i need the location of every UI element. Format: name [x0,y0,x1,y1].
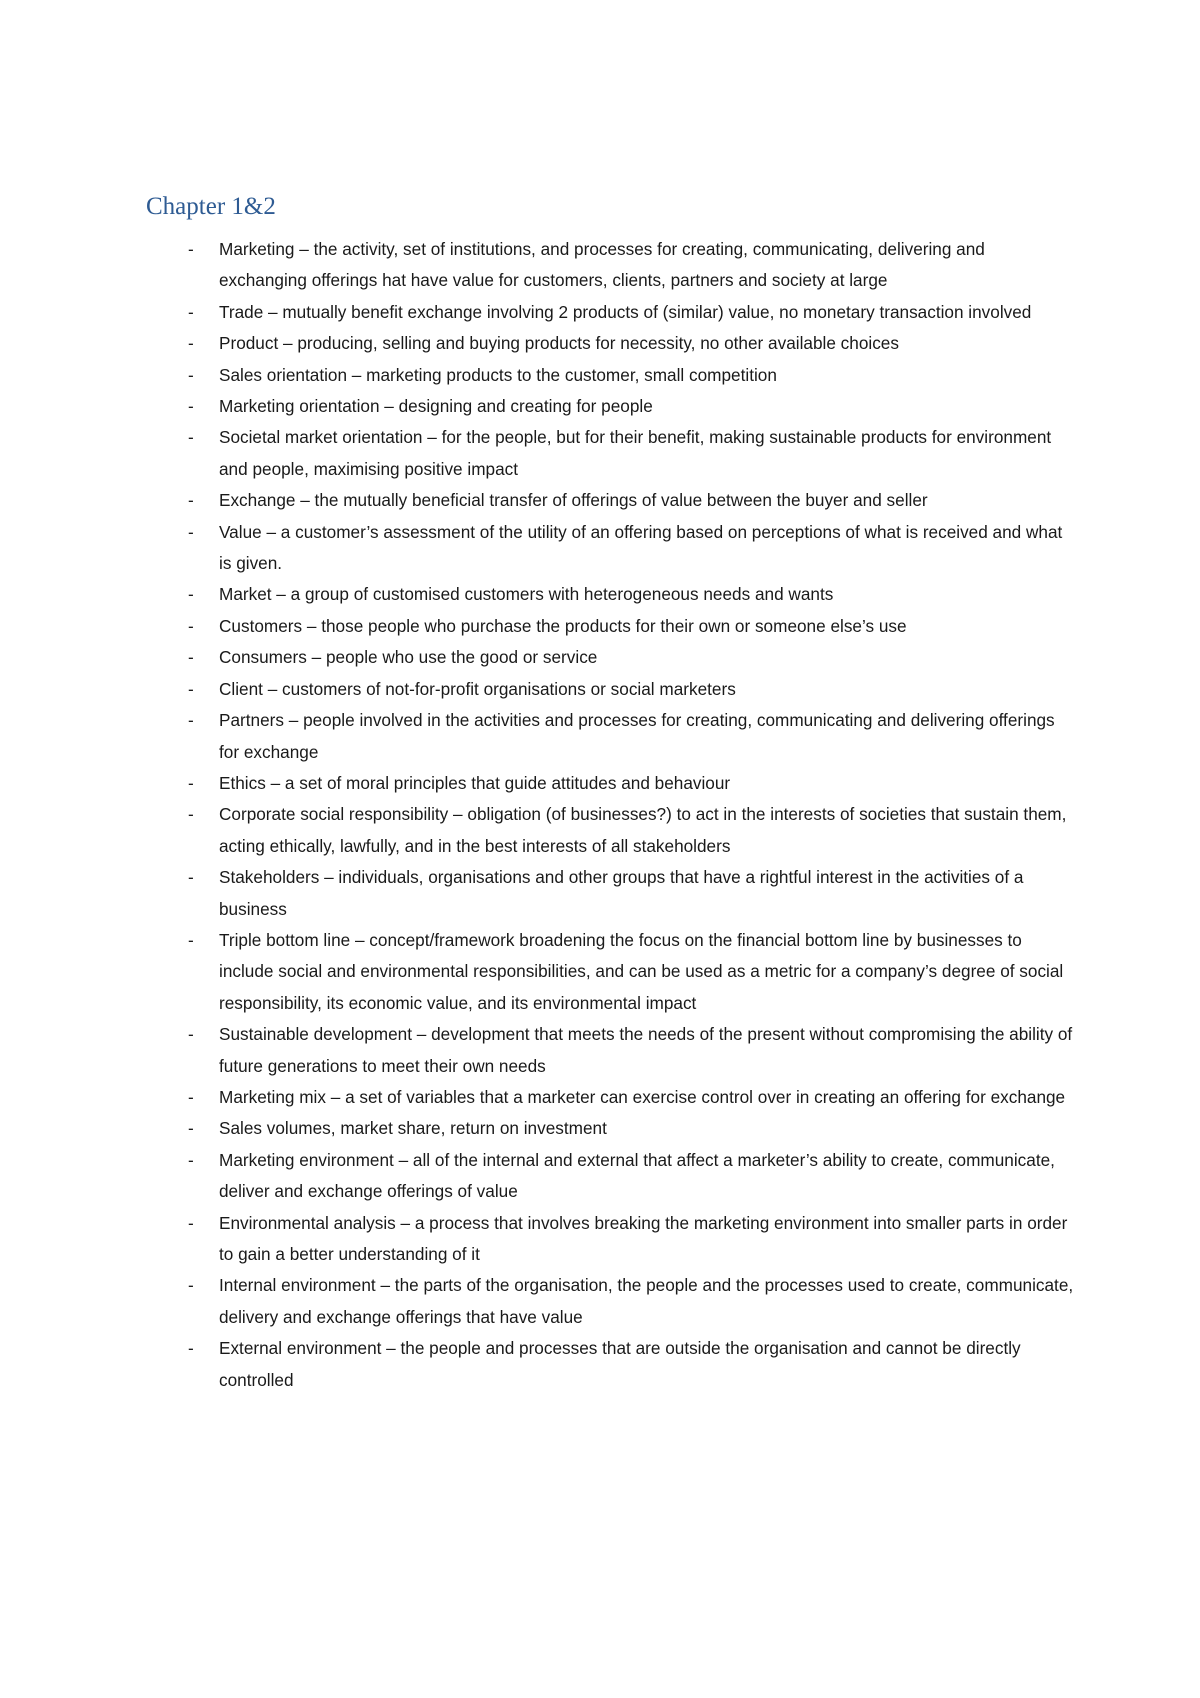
bullet-dash: - [188,333,194,354]
list-item [146,925,1076,1019]
list-item-text: Stakeholders – individuals, organisations and other groups that have a rightful interest in the activities of a business [219,867,1024,919]
list-item [146,1113,1076,1144]
list-item-text: Consumers – people who use the good or service [219,647,598,668]
list-item-text: Sales volumes, market share, return on investment [219,1118,607,1139]
list-item-text: Ethics – a set of moral principles that guide attitudes and behaviour [219,772,731,793]
bullet-dash: - [188,396,194,417]
list-item [146,642,1076,673]
list-item-text: Trade – mutually benefit exchange involving 2 products of (similar) value, no monetary transaction involved [219,301,1032,322]
list-item-text: Marketing mix – a set of variables that a marketer can exercise control over in creating an offering for exchange [219,1086,1066,1107]
list-item [146,297,1076,328]
list-item [146,1333,1076,1396]
list-item [146,422,1076,485]
page-title: Chapter 1&2 [146,193,276,220]
bullet-dash: - [188,1086,194,1107]
bullet-dash: - [188,364,194,385]
bullet-dash: - [188,678,194,699]
list-item [146,579,1076,610]
bullet-dash: - [188,301,194,322]
list-item-text: Internal environment – the parts of the organisation, the people and the processes used to create, communicate, delivery and exchange offerings that have value [219,1275,1074,1327]
bullet-dash: - [188,490,194,511]
list-item-text: Corporate social responsibility – obligation (of businesses?) to act in the interests of societies that sustain them, acting ethically, lawfully, and in the best interests of all stakeholders [219,804,1067,856]
bullet-dash: - [188,710,194,731]
bullet-dash: - [188,772,194,793]
bullet-dash: - [188,1149,194,1170]
list-item [146,705,1076,768]
bullet-dash: - [188,1024,194,1045]
bullet-dash: - [188,427,194,448]
bullet-dash: - [188,615,194,636]
bullet-dash: - [188,1275,194,1296]
list-item-text: Partners – people involved in the activities and processes for creating, communicating and delivering offerings for exchange [219,710,1055,762]
list-item-text: Value – a customer’s assessment of the utility of an offering based on perceptions of what is received and what is given. [219,521,1063,574]
list-item [146,391,1076,422]
list-item [146,1082,1076,1113]
list-item [146,1019,1076,1082]
list-item-text: Customers – those people who purchase the products for their own or someone else’s use [219,615,907,636]
bullet-dash: - [188,647,194,668]
list-item [146,611,1076,642]
bullet-dash: - [188,239,194,259]
bullet-dash: - [188,1338,194,1359]
list-item [146,1208,1076,1271]
list-item-text: Marketing – the activity, set of institutions, and processes for creating, communicating, delivering and exchanging offerings hat have value for customers, clients, partners and society at large [219,239,985,291]
list-item-text: Client – customers of not-for-profit organisations or social marketers [219,678,736,699]
list-item [146,799,1076,862]
list-item [146,328,1076,359]
list-item [146,768,1076,799]
bullet-dash: - [188,521,194,542]
list-item [146,1270,1076,1333]
bullet-dash: - [188,1118,194,1139]
bullet-dash: - [188,867,194,888]
list-item [146,674,1076,705]
bullet-dash: - [188,929,194,950]
list-item-text: Market – a group of customised customers with heterogeneous needs and wants [219,584,834,605]
list-item-text: Societal market orientation – for the people, but for their benefit, making sustainable products for environment and people, maximising positive impact [219,427,1052,479]
list-item [146,234,1076,297]
list-item [146,1145,1076,1208]
list-item-text: Triple bottom line – concept/framework broadening the focus on the financial bottom line by businesses to include social and environmental responsibilities, and can be used as a metric for a company’s degree of social responsibility, its economic value, and its environmental impact [219,929,1064,1013]
list-item [146,485,1076,516]
list-item [146,862,1076,925]
list-item-text: Environmental analysis – a process that involves breaking the marketing environment into smaller parts in order to gain a better understanding of it [219,1212,1068,1264]
bullet-dash: - [188,1212,194,1233]
list-item-text: Product – producing, selling and buying products for necessity, no other available choices [219,333,899,354]
list-item [146,517,1076,580]
list-item-text: Marketing orientation – designing and creating for people [219,396,653,417]
bullet-dash: - [188,804,194,825]
list-item-text: Sales orientation – marketing products to the customer, small competition [219,364,777,385]
list-item-text: Marketing environment – all of the internal and external that affect a marketer’s ability to create, communicate, deliver and exchange offerings of value [219,1149,1055,1202]
list-item-text: Sustainable development – development that meets the needs of the present without compromising the ability of future generations to meet their own needs [219,1024,1073,1076]
list-item-text: External environment – the people and processes that are outside the organisation and cannot be directly controlled [219,1338,1021,1390]
bullet-dash: - [188,584,194,605]
definition-list [146,234,1076,1396]
list-item-text: Exchange – the mutually beneficial transfer of offerings of value between the buyer and seller [219,490,928,511]
list-item [146,360,1076,391]
